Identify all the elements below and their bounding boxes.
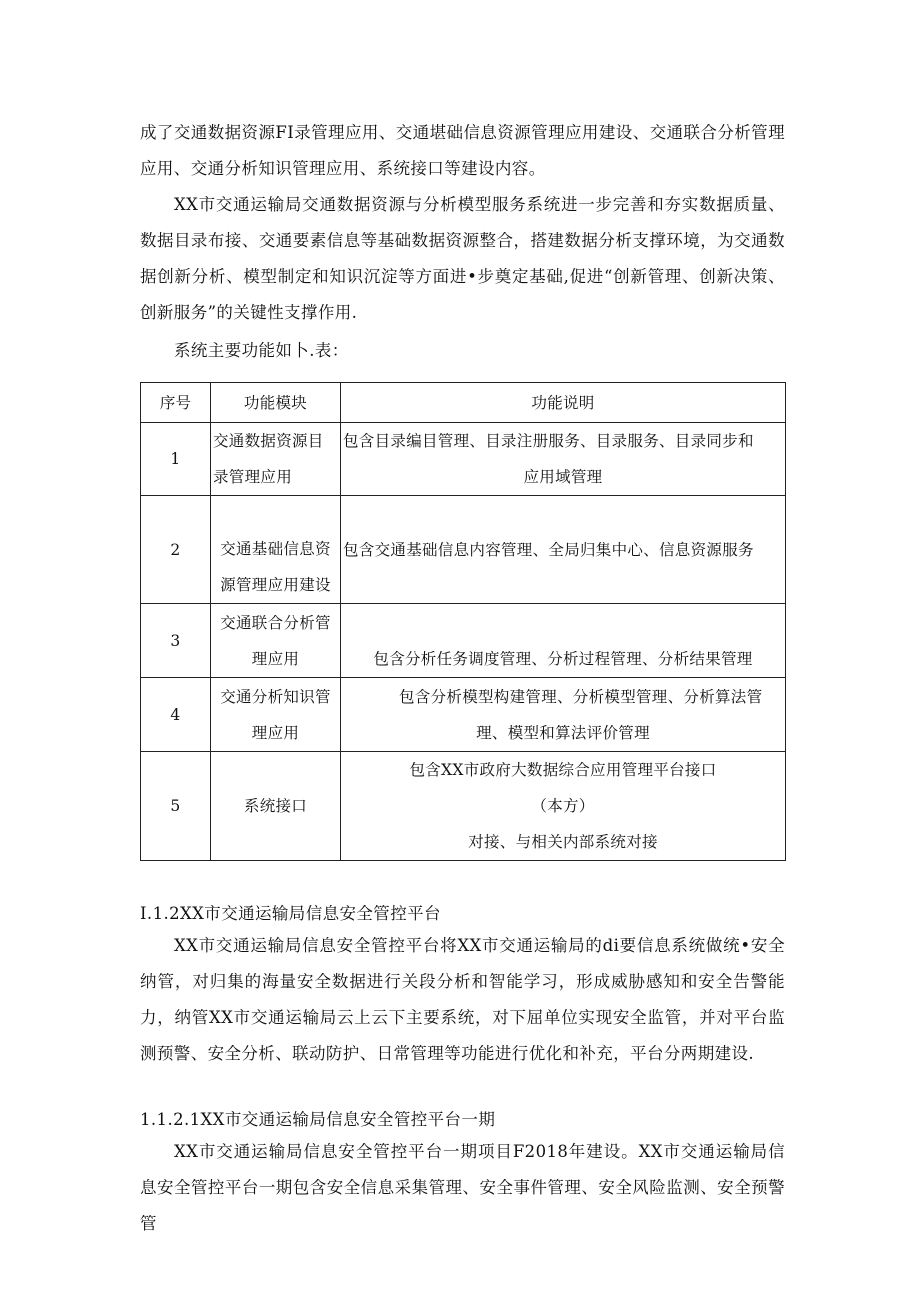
table-row [141, 604, 786, 678]
subsection-heading: 1.1.2.1XX市交通运输局信息安全管控平台一期 [140, 1110, 496, 1129]
paragraph-intro-continuation: 成了交通数据资源FI录管理应用、交通堪础信息资源管理应用建设、交通联合分析管理应用、交通分析知识管理应用、系统接口等建设内容。 [140, 123, 785, 178]
row-module: 交通基础信息资源管理应用建设 [211, 496, 341, 604]
function-table [140, 382, 786, 861]
row-number: 4 [141, 678, 211, 752]
header-desc: 功能说明 [341, 383, 786, 423]
paragraph-phase-one: XX市交通运输局信息安全管控平台一期项目F2018年建设。XX市交通运输局信息安全管控平台一期包含安全信息采集管理、安全事件管理、安全风险监测、安全预警管 [140, 1142, 785, 1233]
desc-line: 包含分析任务调度管理、分析过程管理、分析结果管理 [373, 650, 753, 668]
desc-line: 包含分析模型构建管理、分析模型管理、分析算法管 [399, 687, 763, 706]
row-description [341, 752, 786, 861]
row-module: 系统接口 [211, 752, 341, 861]
row-number: 1 [141, 423, 211, 496]
desc-line: （本方） [531, 797, 595, 815]
row-module: 交通分析知识管理应用 [211, 678, 341, 752]
row-number: 2 [141, 496, 211, 604]
header-seq: 序号 [141, 383, 211, 423]
paragraph-security-platform: XX市交通运输局信息安全管控平台将XX市交通运输局的di要信息系统做统•安全纳管，对归集的海量安全数据进行关段分析和智能学习，形成威胁感知和安全告警能力，纳管XX市交通运输局云上云下主要系统，对下屈单位实现安全监管，并对平台监测预警、安全分析、联动防护、日常管理等功能进行优化和补充，平台分两期建设. [140, 936, 785, 1063]
desc-line: 包含交通基础信息内容管理、全局归集中心、信息资源服务 [343, 540, 754, 559]
row-module: 交通联合分析管理应用 [211, 604, 341, 678]
row-description [341, 678, 786, 752]
desc-line: 包含目录编目管理、目录注册服务、目录服务、目录同步和 [343, 432, 754, 450]
table-row [141, 496, 786, 604]
paragraph-table-intro: 系统主要功能如卜.表： [174, 341, 349, 360]
table-row [141, 678, 786, 752]
row-module: 交通数据资源目录管理应用 [211, 423, 341, 496]
row-description [341, 496, 786, 604]
row-number: 3 [141, 604, 211, 678]
table-header-row [141, 383, 786, 423]
table-row [141, 423, 786, 496]
paragraph-system-overview: XX市交通运输局交通数据资源与分析模型服务系统进一步完善和夯实数据质量、数据目录布接、交通要素信息等基础数据资源整合，搭建数据分析支撑环境，为交通数据创新分析、模型制定和知识沉淀等方面进•步奠定基础,促进“创新管理、创新决策、创新服务”的关键性支撑作用. [140, 195, 785, 322]
desc-line: 对接、与相关内部系统对接 [468, 833, 658, 851]
row-description [341, 604, 786, 678]
table-row [141, 752, 786, 861]
section-heading: I.1.2XX市交通运输局信息安全管控平台 [140, 904, 441, 923]
header-module: 功能模块 [211, 383, 341, 423]
desc-line: 包含XX市政府大数据综合应用管理平台接口 [409, 761, 717, 779]
desc-line: 应用域管理 [523, 468, 603, 486]
row-description [341, 423, 786, 496]
desc-line: 理、模型和算法评价管理 [476, 723, 650, 742]
row-number: 5 [141, 752, 211, 861]
